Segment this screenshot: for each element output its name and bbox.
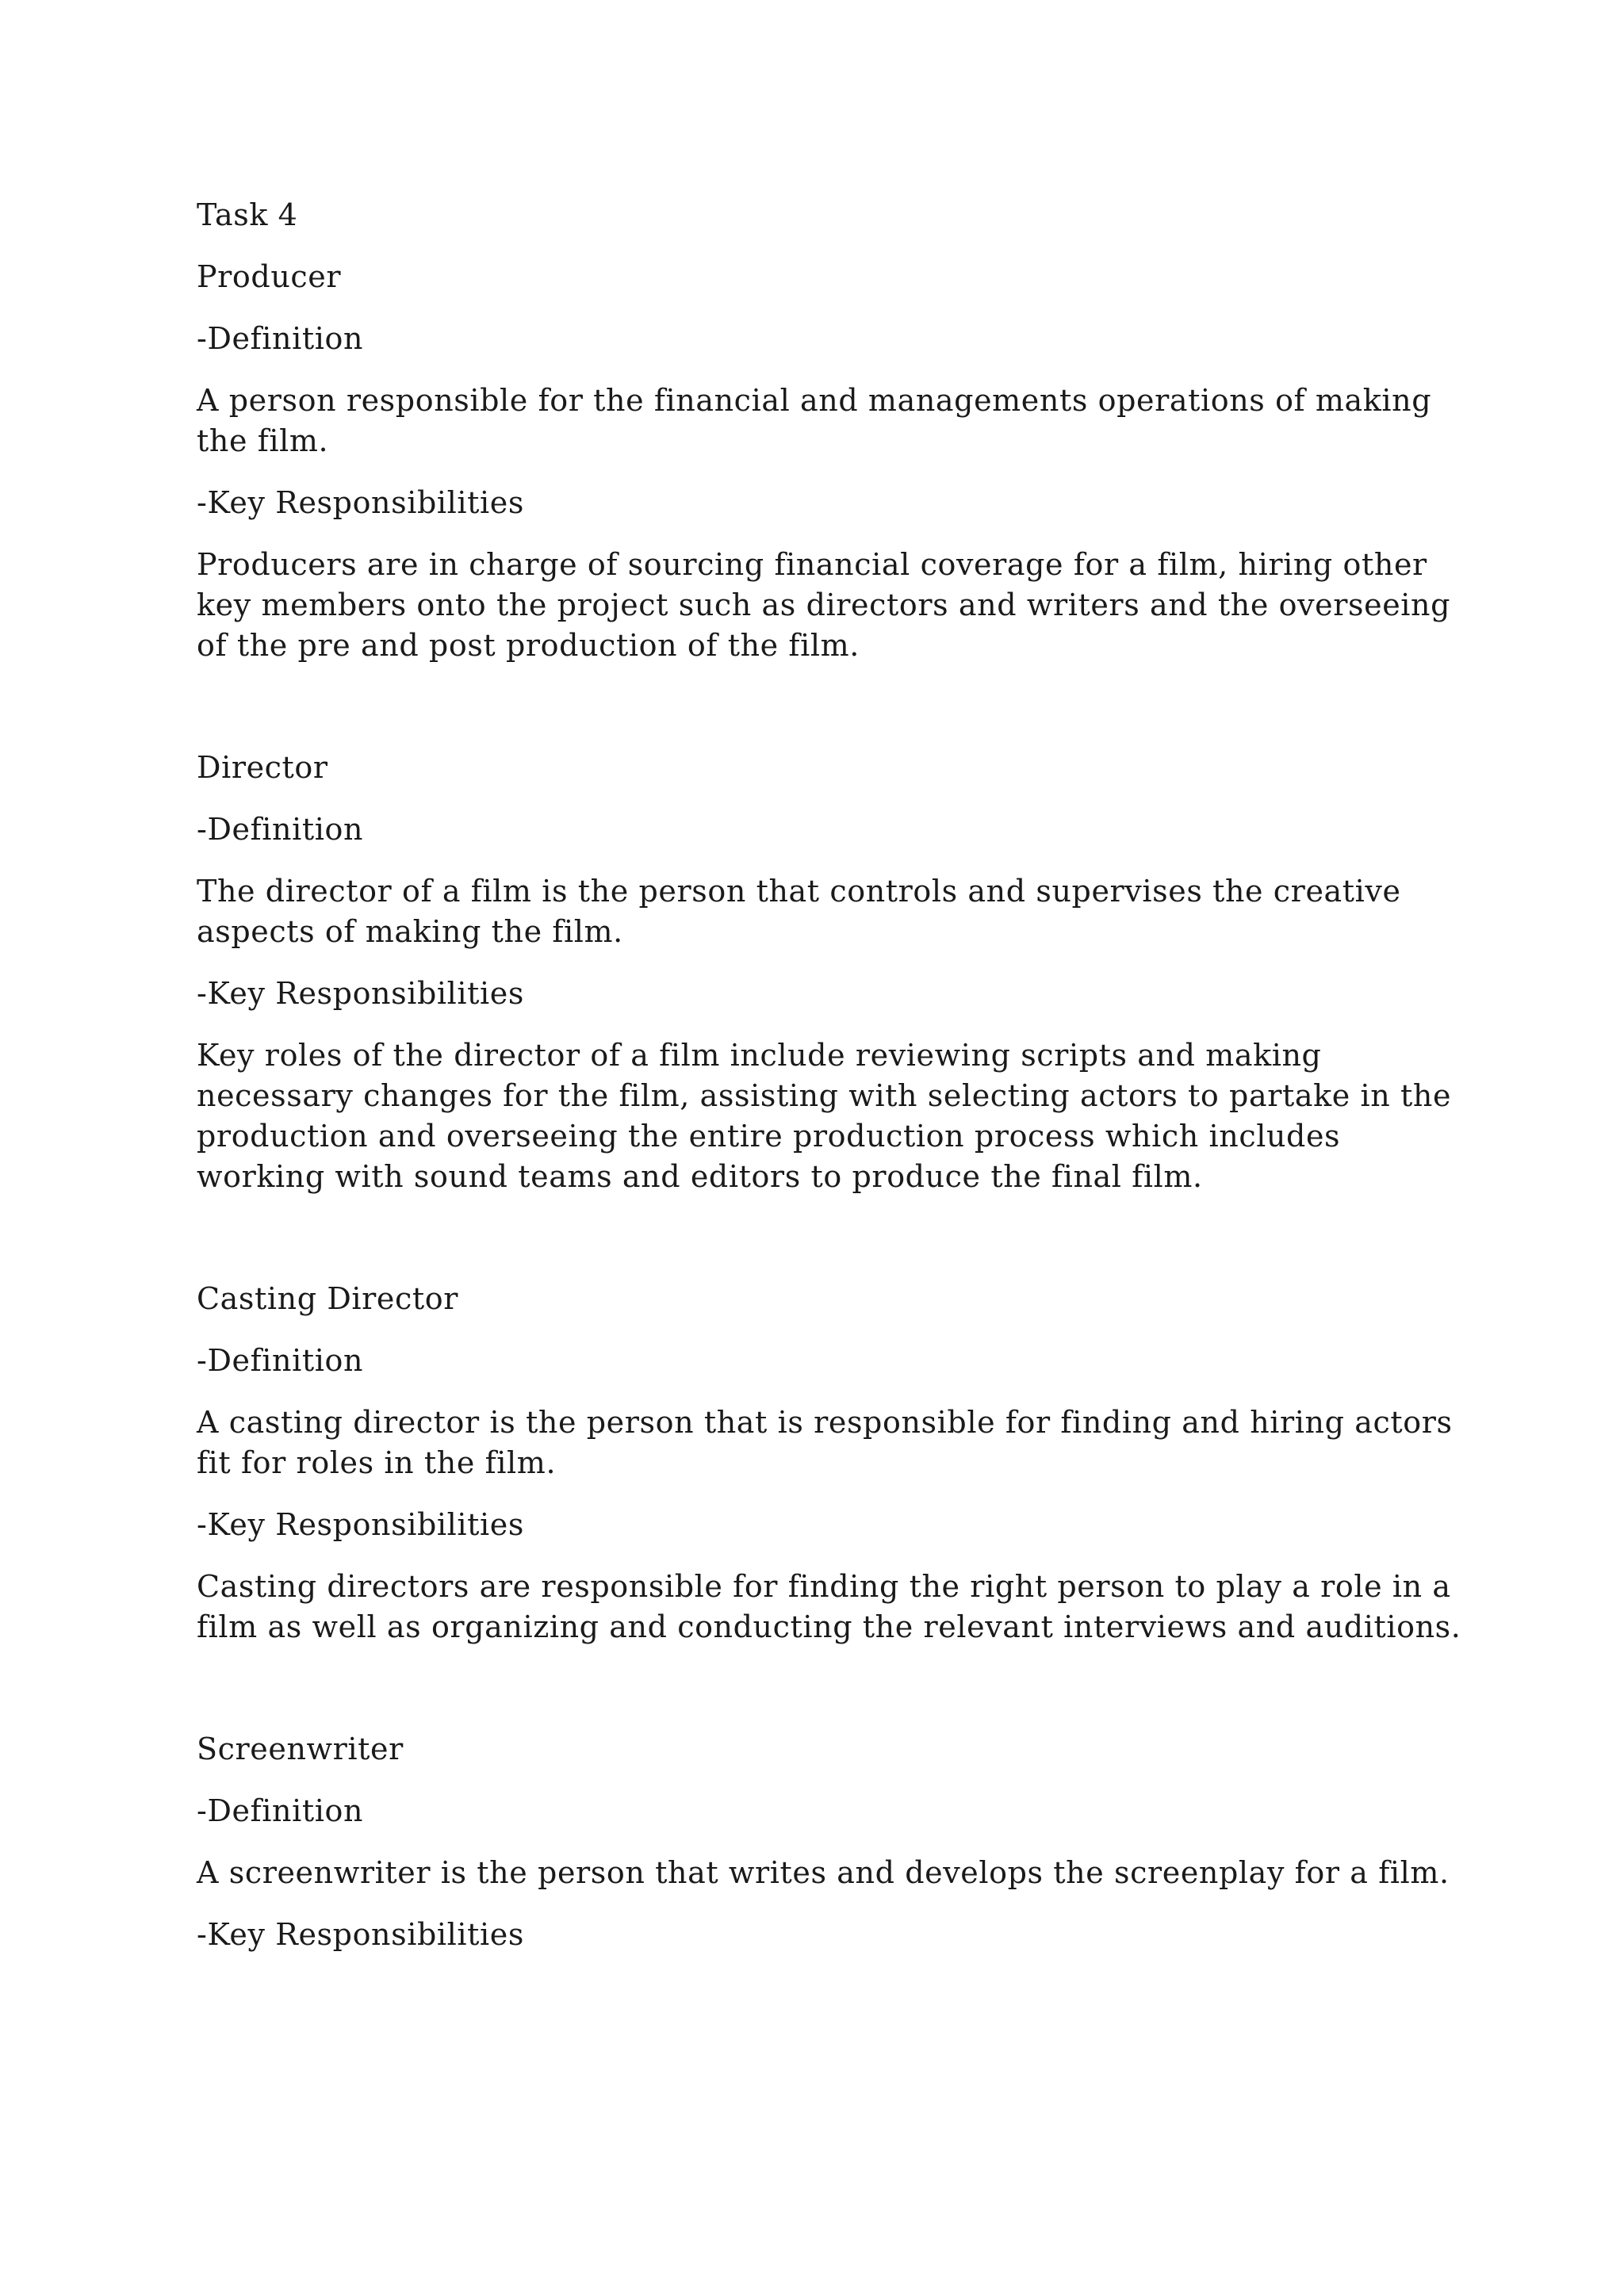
definition-text: A casting director is the person that is responsible for finding and hiring actors fit for roles in the film. bbox=[197, 1405, 1453, 1480]
responsibilities-label: -Key Responsibilities bbox=[197, 1917, 524, 1952]
section-heading: Producer bbox=[197, 259, 342, 294]
definition-text: A screenwriter is the person that writes and develops the screenplay for a film. bbox=[197, 1855, 1450, 1890]
director-section bbox=[197, 748, 1465, 1197]
definition-label: -Definition bbox=[197, 1343, 364, 1378]
responsibilities-text: Casting directors are responsible for finding the right person to play a role in a film as well as organizing and conducting the relevant interviews and auditions. bbox=[197, 1569, 1461, 1644]
casting-director-section bbox=[197, 1279, 1465, 1647]
definition-text: A person responsible for the financial and managements operations of making the film. bbox=[197, 383, 1432, 458]
responsibilities-label: -Key Responsibilities bbox=[197, 1507, 524, 1542]
definition-label: -Definition bbox=[197, 812, 364, 847]
responsibilities-label: -Key Responsibilities bbox=[197, 976, 524, 1011]
section-heading: Screenwriter bbox=[197, 1732, 404, 1766]
definition-label: -Definition bbox=[197, 1793, 364, 1828]
responsibilities-label: -Key Responsibilities bbox=[197, 485, 524, 520]
responsibilities-text: Producers are in charge of sourcing financial coverage for a film, hiring other key members onto the project such as directors and writers and the overseeing of the pre and post production of the film. bbox=[197, 547, 1451, 663]
section-heading: Casting Director bbox=[197, 1281, 459, 1316]
task-label: Task 4 bbox=[197, 197, 298, 232]
definition-label: -Definition bbox=[197, 321, 364, 356]
producer-section bbox=[197, 195, 1465, 666]
screenwriter-section bbox=[197, 1729, 1465, 1955]
section-heading: Director bbox=[197, 750, 328, 785]
responsibilities-text: Key roles of the director of a film include reviewing scripts and making necessary changes for the film, assisting with selecting actors to partake in the production and overseeing the entire production process which includes working with sound teams and editors to produce the final film. bbox=[197, 1038, 1452, 1194]
document-body bbox=[197, 195, 1465, 1976]
definition-text: The director of a film is the person that controls and supervises the creative aspects of making the film. bbox=[197, 874, 1401, 949]
